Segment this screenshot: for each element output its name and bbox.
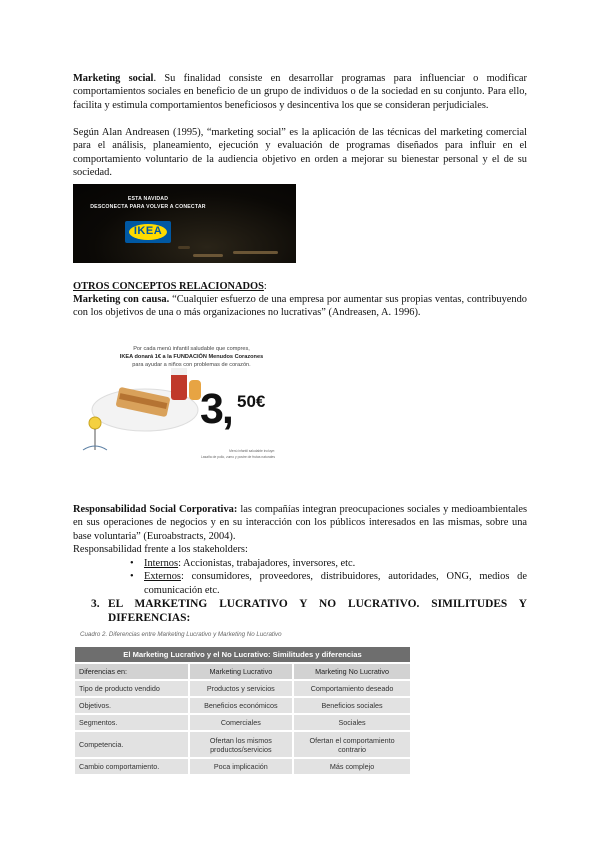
section-title: EL MARKETING LUCRATIVO Y NO LUCRATIVO. SIMILITUDES Y DIFERENCIAS: [108, 598, 527, 624]
stakeholder-type: Internos [144, 558, 179, 569]
term-marketing-con-causa: Marketing con causa. [73, 294, 170, 305]
stakeholder-type: Externos [144, 571, 181, 583]
paragraph-stakeholders: Responsabilidad frente a los stakeholders: [73, 544, 248, 555]
table-cell: Comportamiento deseado [294, 681, 410, 696]
stakeholders-list [130, 557, 527, 597]
ikea-menu-promo-image [73, 328, 282, 465]
stakeholder-detail: : Accionistas, trabajadores, inversores, etc. [178, 558, 356, 569]
table-cell: Más complejo [294, 759, 410, 774]
table-cell: Sociales [294, 715, 410, 730]
table-row [75, 715, 410, 730]
table-cell: Tipo de producto vendido [75, 681, 188, 696]
table-cell: Ofertan los mismos productos/servicios [190, 732, 293, 757]
table-cell: Segmentos. [75, 715, 188, 730]
table-title-row [75, 647, 410, 662]
table-row [75, 698, 410, 713]
bullet: • [130, 558, 134, 569]
list-item [130, 570, 527, 597]
marketing-social-definition: . Su finalidad consiste en desarrollar programas para influenciar o modificar comportamientos sociales en beneficio de un grupo de individuos o de la sociedad en su conjunto. Para ello, facilita y estimula comportamientos beneficiosos y desincentiva los que se consideran perjudiciales. [73, 73, 527, 111]
ikea-christmas-banner [73, 184, 296, 263]
stakeholder-detail: : consumidores, proveedores, distribuidores, autoridades, ONG, medios de comunicación etc. [144, 571, 527, 596]
promo-line-2: IKEA donará 1€ a la FUNDACIÓN Menudos Corazones [119, 354, 264, 360]
marketing-con-causa-definition: “Cualquier esfuerzo de una empresa por aumentar sus propias ventas, contribuyendo con los objetivos de una o más organizaciones no lucrativas” (Andreasen, A. 1996). [73, 294, 527, 319]
promo-fine-print-2: Lasaña de pollo, zumo y postre de frutas naturales [200, 455, 275, 459]
paragraph-rsc [73, 503, 527, 543]
section-number: 3. [91, 598, 100, 610]
promo-line-3: para ayudar a niños con problemas de corazón. [132, 362, 251, 368]
heading-colon: : [263, 281, 267, 292]
orchestra-silhouette [233, 251, 278, 254]
table-row [75, 759, 410, 774]
heading-otros-conceptos: OTROS CONCEPTOS RELACIONADOS [73, 281, 264, 292]
table-title: El Marketing Lucrativo y el No Lucrativo: Similitudes y diferencias [75, 647, 410, 662]
paragraph-otros-conceptos [73, 280, 527, 293]
table-cell: Productos y servicios [190, 681, 293, 696]
column-header: Diferencias en: [75, 664, 188, 679]
term-rsc: Responsabilidad Social Corporativa: [73, 504, 238, 515]
banner-line-2: DESCONECTA PARA VOLVER A CONECTAR [90, 204, 206, 210]
column-header: Marketing Lucrativo [190, 664, 293, 679]
paragraph-andreasen: Según Alan Andreasen (1995), “marketing social” es la aplicación de las técnicas del marketing comercial para el análisis, planeamiento, ejecución y evaluación de programas diseñados para influir en el comportamiento voluntario de la audiencia objetivo en orden a mejorar su bienestar personal y el de su sociedad. [73, 127, 527, 179]
section-3-heading [91, 598, 527, 625]
orchestra-silhouette [193, 254, 223, 257]
ikea-logo [125, 221, 171, 243]
table-cell: Beneficios económicos [190, 698, 293, 713]
paragraph-marketing-social [73, 72, 527, 112]
table-cell: Beneficios sociales [294, 698, 410, 713]
table-cell: Poca implicación [190, 759, 293, 774]
table-header-row [75, 664, 410, 679]
promo-price-cents: 50€ [237, 392, 266, 411]
promo-fine-print-1: Menú infantil saludable incluye: [229, 449, 275, 453]
term-marketing-social: Marketing social [73, 73, 154, 84]
table-caption: Cuadro 2. Diferencias entre Marketing Lucrativo y Marketing No Lucrativo [80, 631, 282, 638]
table-row [75, 681, 410, 696]
promo-line-1: Por cada menú infantil saludable que compres, [133, 346, 250, 352]
column-header: Marketing No Lucrativo [294, 664, 410, 679]
list-item [130, 557, 527, 570]
table-cell: Cambio comportamiento. [75, 759, 188, 774]
paragraph-marketing-con-causa [73, 293, 527, 320]
table-cell: Comerciales [190, 715, 293, 730]
ikea-logo-text: IKEA [133, 225, 163, 237]
banner-line-1: ESTA NAVIDAD [127, 196, 169, 202]
promo-price: 3, [200, 385, 232, 433]
rsc-definition: las compañías integran preocupaciones sociales y medioambientales en sus operaciones de negocios y en su interacción con los públicos interesados en las mismas, sobre una base voluntaria” (Euroabstracts, 2004). [73, 504, 527, 542]
table-cell: Ofertan el comportamiento contrario [294, 732, 410, 757]
table-cell: Competencia. [75, 732, 188, 757]
bullet: • [130, 571, 134, 583]
table-cell: Objetivos. [75, 698, 188, 713]
table-row [75, 732, 410, 757]
orchestra-silhouette [178, 246, 190, 249]
comparison-table [73, 645, 412, 776]
